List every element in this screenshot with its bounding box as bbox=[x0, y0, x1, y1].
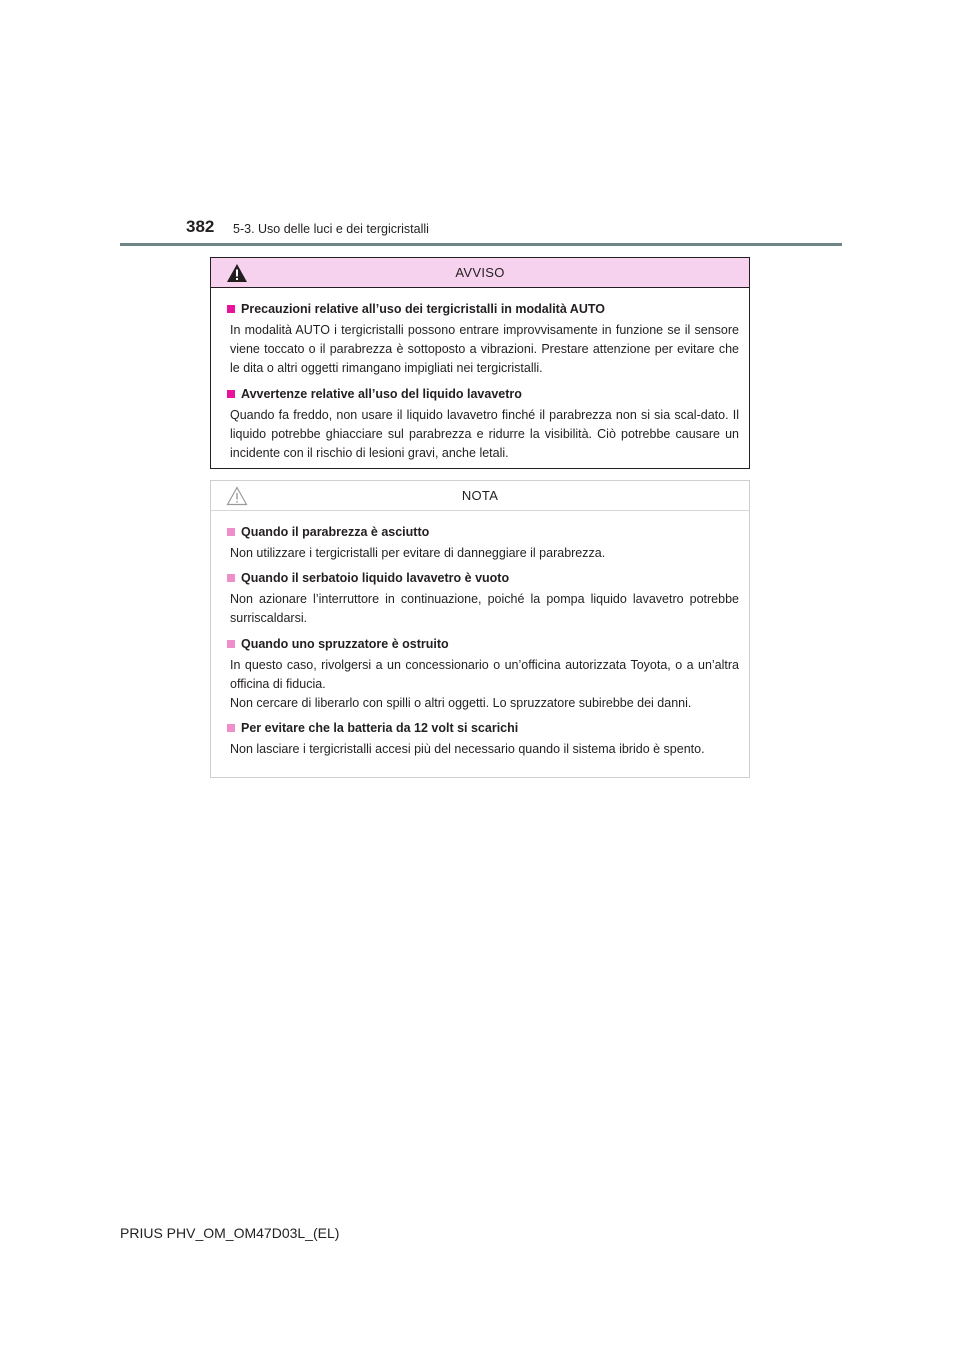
note-item bbox=[227, 523, 739, 563]
warning-label: AVVISO bbox=[455, 265, 505, 280]
bullet-square-icon bbox=[227, 528, 235, 536]
note-box bbox=[210, 480, 750, 778]
note-header bbox=[211, 481, 749, 511]
warning-item-text: Quando fa freddo, non usare il liquido lavavetro finché il parabrezza non si sia scal-dato. Il liquido potrebbe ghiacciare sul parabrezza e ridurre la visibilità. Ciò potrebbe causare un incidente con il rischio di lesioni gravi, anche letali. bbox=[230, 407, 739, 461]
note-item-title: Quando il serbatoio liquido lavavetro è vuoto bbox=[241, 571, 510, 586]
note-item-text: Non cercare di liberarlo con spilli o altri oggetti. Lo spruzzatore subirebbe dei danni. bbox=[230, 696, 692, 711]
bullet-square-icon bbox=[227, 640, 235, 648]
note-item-title: Quando il parabrezza è asciutto bbox=[241, 525, 430, 539]
warning-triangle-outline-icon bbox=[226, 486, 248, 506]
footer-doc-code: PRIUS PHV_OM_OM47D03L_(EL) bbox=[120, 1225, 340, 1241]
page-number: 382 bbox=[186, 217, 215, 236]
note-item bbox=[227, 569, 739, 628]
warning-item bbox=[227, 300, 739, 379]
note-label: NOTA bbox=[461, 488, 499, 503]
bullet-square-icon bbox=[227, 574, 235, 582]
section-title: 5-3. Uso delle luci e dei tergicristalli bbox=[233, 222, 429, 236]
note-item-text: Non lasciare i tergicristalli accesi più del necessario quando il sistema ibrido è spento. bbox=[230, 742, 705, 757]
note-item bbox=[227, 635, 739, 714]
note-item-title: Per evitare che la batteria da 12 volt si scarichi bbox=[241, 721, 519, 736]
warning-header bbox=[211, 258, 749, 288]
warning-box bbox=[210, 257, 750, 469]
note-item-text: In questo caso, rivolgersi a un concessionario o un’officina autorizzata Toyota, o a un’altra officina di fiducia. bbox=[230, 657, 739, 691]
bullet-square-icon bbox=[227, 305, 235, 313]
header-rule bbox=[120, 243, 842, 246]
warning-item-text: In modalità AUTO i tergicristalli possono entrare improvvisamente in funzione se il sensore viene toccato o il parabrezza è sottoposto a vibrazioni. Prestare attenzione per evitare che le dita o altri oggetti rimangano impigliati nei tergicristalli. bbox=[230, 323, 739, 376]
note-item bbox=[227, 719, 739, 759]
bullet-square-icon bbox=[227, 724, 235, 732]
warning-triangle-filled-icon bbox=[226, 263, 248, 283]
bullet-square-icon bbox=[227, 390, 235, 398]
note-item-title: Quando uno spruzzatore è ostruito bbox=[241, 636, 449, 651]
note-item-text: Non utilizzare i tergicristalli per evitare di danneggiare il parabrezza. bbox=[230, 546, 606, 560]
note-item-text: Non azionare l’interruttore in continuazione, poiché la pompa liquido lavavetro potrebbe surriscaldarsi. bbox=[230, 592, 739, 626]
warning-item-title: Avvertenze relative all’uso del liquido lavavetro bbox=[241, 386, 522, 401]
warning-item-title: Precauzioni relative all’uso dei tergicristalli in modalità AUTO bbox=[241, 302, 605, 316]
warning-item bbox=[227, 385, 739, 464]
